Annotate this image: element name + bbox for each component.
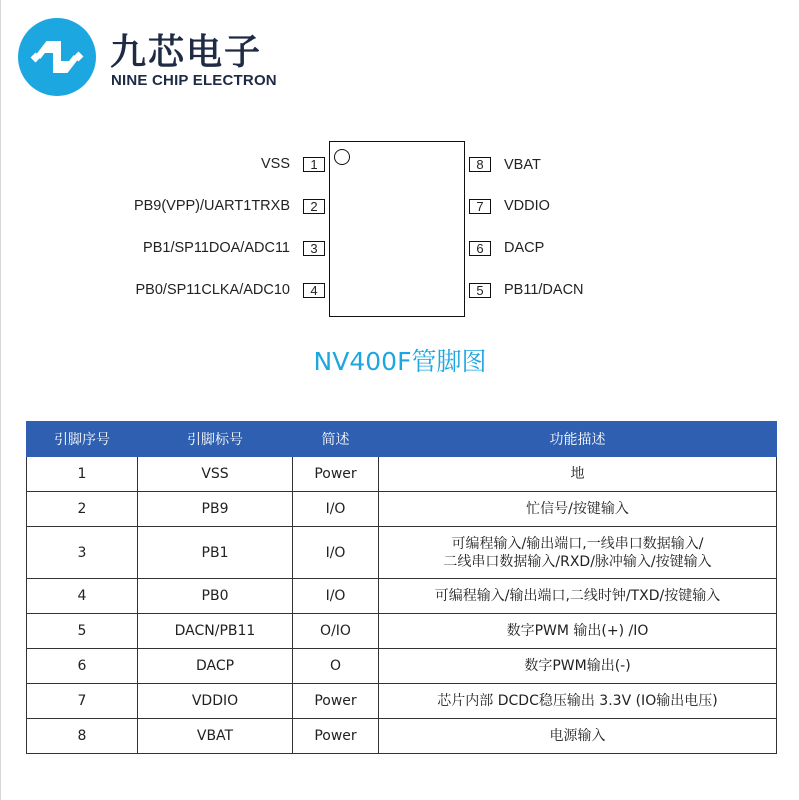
- table-row: [27, 527, 777, 579]
- cell-pin-type: O/IO: [293, 614, 379, 649]
- pin-number-2: 2: [303, 199, 325, 214]
- table-row: [27, 614, 777, 649]
- table-row: [27, 492, 777, 527]
- pin-number-5: 5: [469, 283, 491, 298]
- pin-label-2: PB9(VPP)/UART1TRXB: [133, 198, 290, 214]
- pin-number-3: 3: [303, 241, 325, 256]
- diagram-title: NV400F管脚图: [313, 347, 487, 376]
- table-row: [27, 684, 777, 719]
- cell-pin-number: 8: [27, 719, 138, 754]
- pin-label-7: VDDIO: [504, 198, 550, 214]
- cell-pin-name: VSS: [138, 457, 293, 492]
- table-row: [27, 579, 777, 614]
- pin-label-8: VBAT: [504, 157, 541, 173]
- cell-pin-description: 数字PWM输出(-): [379, 649, 777, 684]
- pin1-marker-icon: [334, 149, 350, 165]
- cell-pin-name: DACN/PB11: [138, 614, 293, 649]
- cell-pin-type: Power: [293, 684, 379, 719]
- cell-pin-description: 数字PWM 输出(+) /IO: [379, 614, 777, 649]
- pin-number-7: 7: [469, 199, 491, 214]
- cell-pin-number: 4: [27, 579, 138, 614]
- description-line-2: 二线串口数据输入/RXD/脉冲输入/按键输入: [443, 553, 712, 570]
- chip-body: [329, 141, 465, 317]
- pin-label-1: VSS: [260, 156, 290, 172]
- header-pin-type: 简述: [293, 422, 379, 457]
- cell-pin-name: VBAT: [138, 719, 293, 754]
- cell-pin-name: PB9: [138, 492, 293, 527]
- cell-pin-number: 3: [27, 527, 138, 579]
- cell-pin-description: 芯片内部 DCDC稳压输出 3.3V (IO输出电压): [379, 684, 777, 719]
- pin-label-3: PB1/SP11DOA/ADC11: [143, 240, 290, 256]
- pin-label-4: PB0/SP11CLKA/ADC10: [135, 282, 290, 298]
- cell-pin-type: O: [293, 649, 379, 684]
- table-row: [27, 457, 777, 492]
- table-header-row: [27, 422, 777, 457]
- cell-pin-number: 1: [27, 457, 138, 492]
- cell-pin-name: DACP: [138, 649, 293, 684]
- header-pin-name: 引脚标号: [138, 422, 293, 457]
- pin-number-1: 1: [303, 157, 325, 172]
- pin-label-5: PB11/DACN: [504, 282, 584, 298]
- cell-pin-number: 2: [27, 492, 138, 527]
- cell-pin-description: 可编程输入/输出端口,二线时钟/TXD/按键输入: [379, 579, 777, 614]
- pin-label-6: DACP: [504, 240, 545, 256]
- cell-pin-number: 7: [27, 684, 138, 719]
- nine-chip-logo-icon: [18, 18, 96, 96]
- cell-pin-name: PB1: [138, 527, 293, 579]
- cell-pin-description: 电源输入: [379, 719, 777, 754]
- pin-number-4: 4: [303, 283, 325, 298]
- table-row: [27, 649, 777, 684]
- cell-pin-description: [379, 527, 777, 579]
- header-pin-number: 引脚序号: [27, 422, 138, 457]
- cell-pin-type: I/O: [293, 492, 379, 527]
- cell-pin-type: I/O: [293, 527, 379, 579]
- cell-pin-name: PB0: [138, 579, 293, 614]
- cell-pin-description: 忙信号/按键输入: [379, 492, 777, 527]
- cell-pin-description: 地: [379, 457, 777, 492]
- cell-pin-number: 6: [27, 649, 138, 684]
- cell-pin-type: Power: [293, 719, 379, 754]
- pin-number-6: 6: [469, 241, 491, 256]
- pin-function-table: [26, 421, 777, 754]
- description-line-1: 可编程输入/输出端口,一线串口数据输入/: [451, 535, 704, 552]
- cell-pin-type: Power: [293, 457, 379, 492]
- cell-pin-name: VDDIO: [138, 684, 293, 719]
- brand-name-en: NINE CHIP ELECTRON: [111, 72, 277, 89]
- header-pin-description: 功能描述: [379, 422, 777, 457]
- pin-number-8: 8: [469, 157, 491, 172]
- table-row: [27, 719, 777, 754]
- cell-pin-type: I/O: [293, 579, 379, 614]
- cell-pin-number: 5: [27, 614, 138, 649]
- brand-name-cn: 九芯电子: [110, 32, 263, 73]
